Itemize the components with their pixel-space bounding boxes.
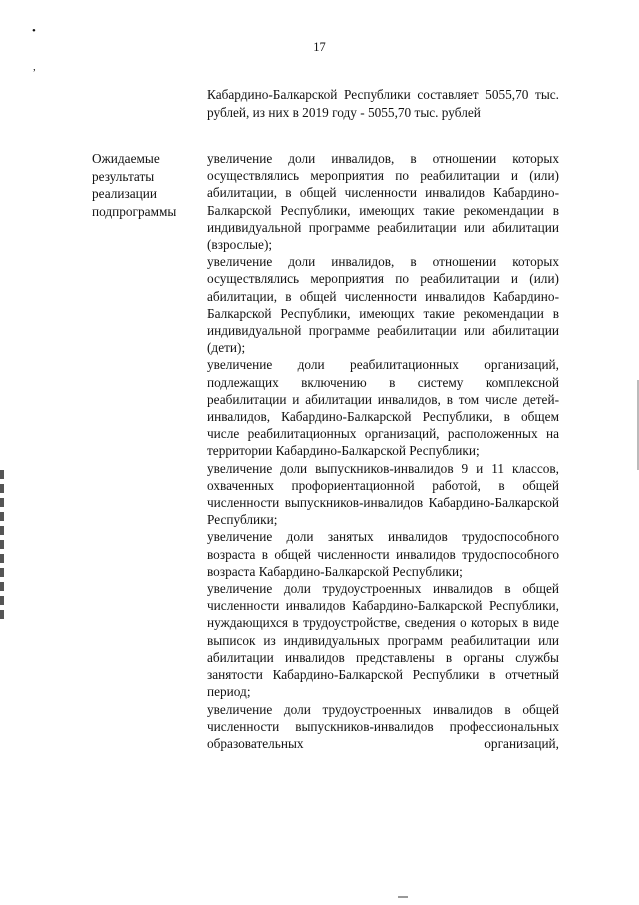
result-item: увеличение доли трудоустроенных инвалидов в общей численности инвалидов Кабардино-Балкарской Республики, нуждающихся в трудоустройстве, сведения о которых в виде выписок из индивидуальных программ реабилитации или абилитации инвалидов представлены в органы службы занятости Кабардино-Балкарской Республики в отчетный период; xyxy=(207,581,559,700)
result-item: увеличение доли инвалидов, в отношении которых осуществлялись мероприятия по реабилитации и (или) абилитации, в общей численности инвалидов Кабардино- Балкарской Республики, имеющих такие рекомендации в индивидуальной программе реабилитации или абилитации (взрослые); xyxy=(207,151,559,253)
scan-edge-artifact-left xyxy=(0,470,4,620)
section-label-line: подпрограммы xyxy=(92,203,177,219)
scan-speck xyxy=(398,896,408,898)
page-number: 17 xyxy=(313,40,326,54)
section-label-line: Ожидаемые xyxy=(92,151,160,166)
result-item: увеличение доли занятых инвалидов трудоспособного возраста в общей численности инвалидов трудоспособного возраста Кабардино-Балкарской Республики; xyxy=(207,529,559,579)
result-item: увеличение доли трудоустроенных инвалидов в общей численности выпускников-инвалидов профессиональных образовательных организаций, xyxy=(207,701,559,751)
result-item: увеличение доли выпускников-инвалидов 9 и 11 классов, охваченных профориентационной работой, в общей численности выпускников-инвалидов Кабардино-Балкарской Республики; xyxy=(207,460,559,528)
section-label-line: результаты xyxy=(92,168,155,184)
result-item: увеличение доли реабилитационных организаций, подлежащих включению в систему комплексной реабилитации и абилитации инвалидов, в том числе детей-инвалидов, Кабардино-Балкарской Республики, в общем числе реабилитационных организаций, расположенных на территории Кабардино-Балкарской Республики; xyxy=(207,357,559,459)
expected-results-list xyxy=(207,150,559,752)
funding-continuation-text: Кабардино-Балкарской Республики составляет 5055,70 тыс. рублей, из них в 2019 году - 5055,70 тыс. рублей xyxy=(207,87,559,120)
section-label xyxy=(92,150,204,220)
margin-comma-mark: , xyxy=(33,61,36,73)
result-item: увеличение доли инвалидов, в отношении которых осуществлялись мероприятия по реабилитации и (или) абилитации, в общей численности инвалидов Кабардино-Балкарской Республики, имеющих такие рекомендации в индивидуальной программе реабилитации или абилитации (дети); xyxy=(207,254,559,356)
section-label-line: реализации xyxy=(92,186,157,202)
margin-dot-mark: • xyxy=(32,25,36,37)
